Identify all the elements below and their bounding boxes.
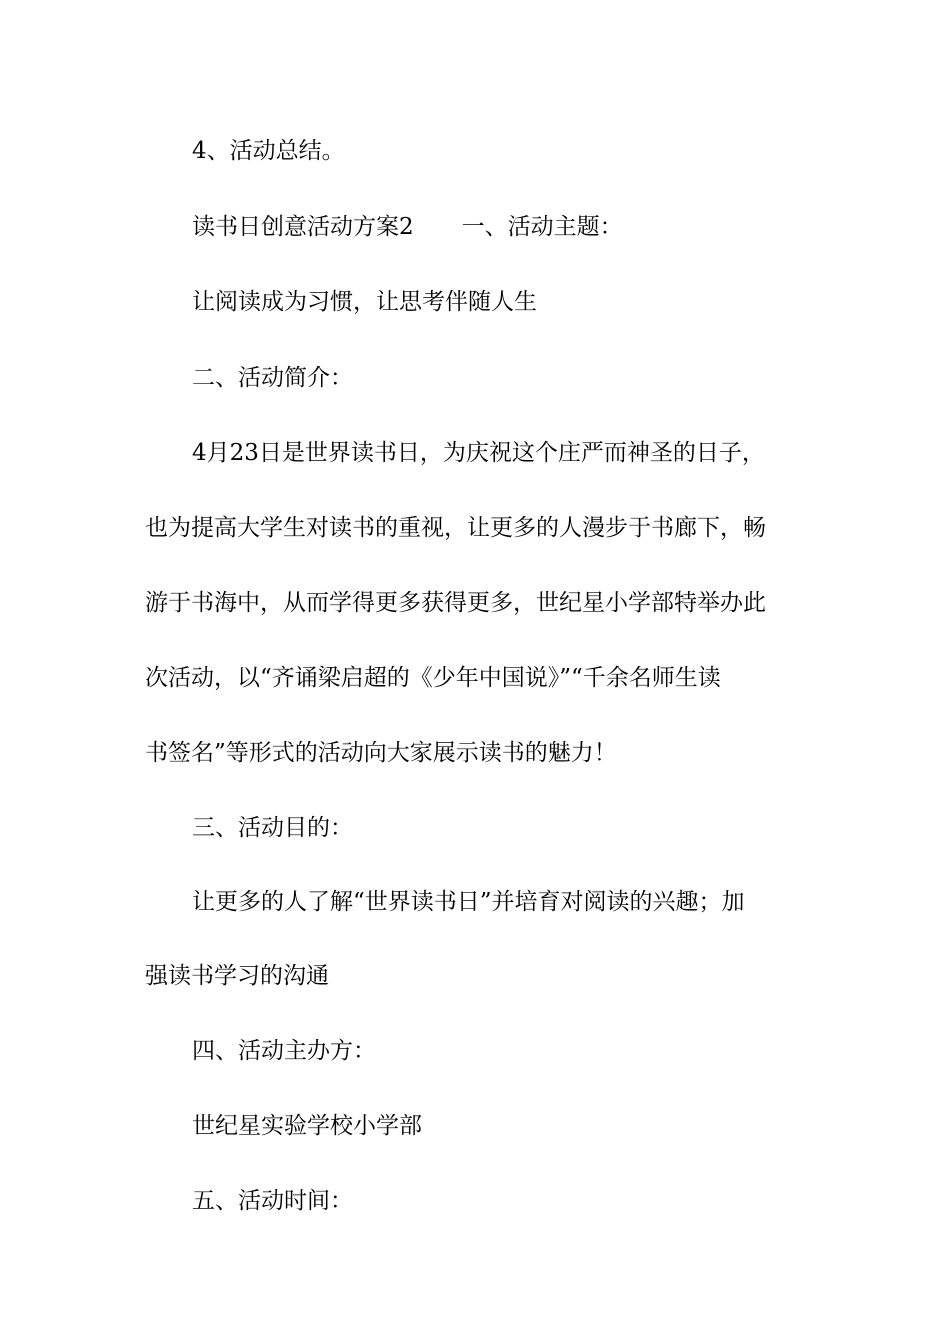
section-heading-intro: 二、活动简介： — [192, 365, 353, 391]
intro-paragraph-line-4: 次活动，以“齐诵梁启超的《少年中国说》”“千余名师生读 — [145, 665, 721, 691]
organizer-text: 世纪星实验学校小学部 — [192, 1113, 422, 1139]
plan-title-line — [192, 212, 872, 242]
intro-paragraph-line-5: 书签名”等形式的活动向大家展示读书的魅力！ — [145, 740, 617, 766]
section-heading-purpose: 三、活动目的： — [192, 815, 353, 841]
section-heading-organizer: 四、活动主办方： — [192, 1038, 376, 1064]
intro-paragraph-line-3: 游于书海中，从而学得更多获得更多，世纪星小学部特举办此 — [145, 590, 766, 616]
section-heading-theme: 一、活动主题： — [461, 214, 623, 240]
section-heading-time: 五、活动时间： — [192, 1188, 353, 1214]
summary-item: 4、活动总结。 — [192, 138, 345, 164]
intro-paragraph-line-2: 也为提高大学生对读书的重视，让更多的人漫步于书廊下，畅 — [145, 515, 766, 541]
intro-paragraph-line-1: 4月23日是世界读书日，为庆祝这个庄严而神圣的日子， — [192, 440, 765, 466]
purpose-paragraph-line-1: 让更多的人了解“世界读书日”并培育对阅读的兴趣；加 — [192, 889, 745, 915]
purpose-paragraph-line-2: 强读书学习的沟通 — [145, 963, 329, 989]
theme-text: 让阅读成为习惯，让思考伴随人生 — [192, 289, 537, 315]
plan-title: 读书日创意活动方案2 — [192, 214, 414, 240]
